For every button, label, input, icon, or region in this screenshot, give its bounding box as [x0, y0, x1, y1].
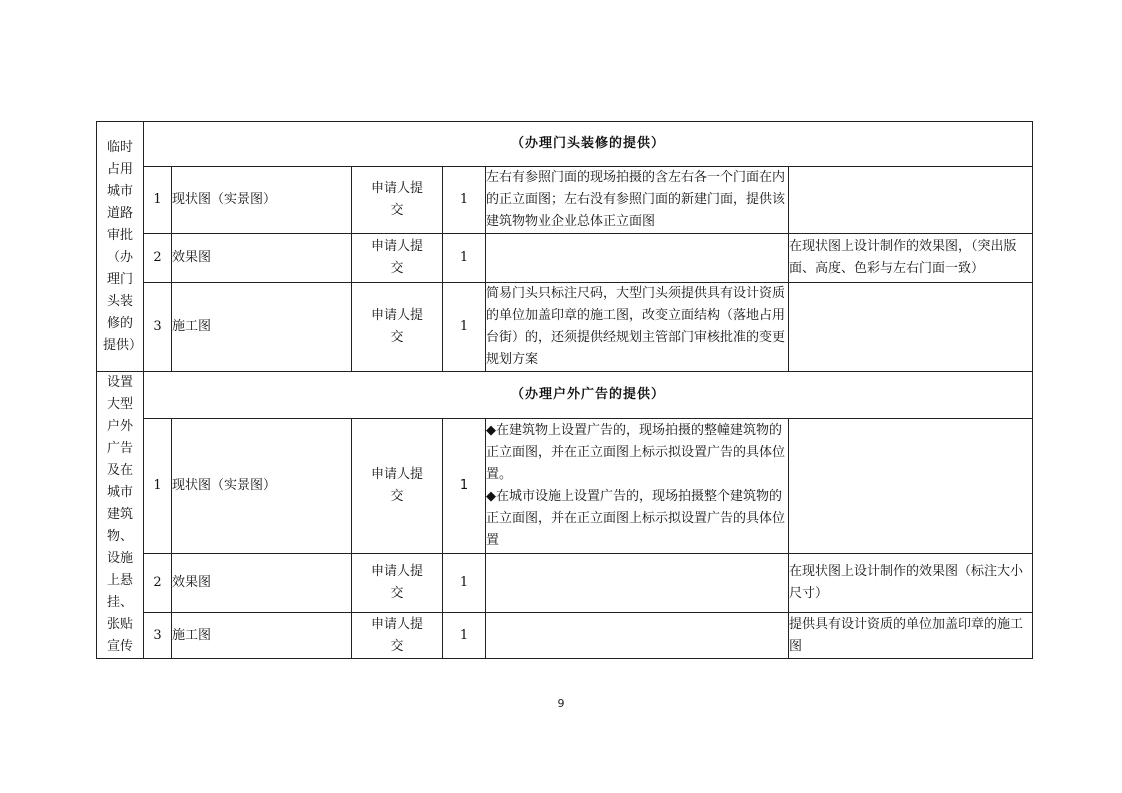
requirement-cell: 左右有参照门面的现场拍摄的含左右各一个门面在内的正立面图；左右没有参照门面的新建门面，提供该建筑物物业企业总体正立面图	[486, 167, 789, 234]
material-name: 效果图	[172, 234, 352, 283]
table-row	[97, 554, 1033, 613]
row-number: 1	[144, 167, 172, 234]
requirement-cell	[486, 418, 789, 553]
material-name: 现状图（实景图）	[172, 167, 352, 234]
row-number: 2	[144, 554, 172, 613]
note-cell	[789, 418, 1033, 553]
table-row	[97, 167, 1033, 234]
requirement-cell	[486, 554, 789, 613]
submitter-cell: 申请人提交	[352, 167, 443, 234]
submitter-cell: 申请人提交	[352, 554, 443, 613]
submitter-cell: 申请人提交	[352, 613, 443, 659]
copy-count: 1	[443, 283, 486, 372]
row-number: 1	[144, 418, 172, 553]
material-name: 施工图	[172, 613, 352, 659]
section-header-row	[97, 122, 1033, 167]
material-name: 施工图	[172, 283, 352, 372]
note-cell	[789, 283, 1033, 372]
row-number: 3	[144, 613, 172, 659]
material-name: 效果图	[172, 554, 352, 613]
submitter-cell: 申请人提交	[352, 418, 443, 553]
requirement-cell	[486, 613, 789, 659]
section-heading: （办理户外广告的提供）	[144, 372, 1033, 419]
table-row	[97, 418, 1033, 553]
section-header-row	[97, 372, 1033, 419]
requirement-line: ◆在建筑物上设置广告的，现场拍摄的整幢建筑物的正立面图，并在正立面图上标示拟设置广告的具体位置。	[486, 422, 786, 482]
note-cell	[789, 167, 1033, 234]
section-heading: （办理门头装修的提供）	[144, 122, 1033, 167]
table-row	[97, 234, 1033, 283]
requirements-table	[96, 121, 1033, 659]
copy-count: 1	[443, 167, 486, 234]
requirement-cell	[486, 234, 789, 283]
submitter-cell: 申请人提交	[352, 283, 443, 372]
submitter-cell: 申请人提交	[352, 234, 443, 283]
requirement-cell: 简易门头只标注尺码，大型门头须提供具有设计资质的单位加盖印章的施工图，改变立面结构（落地占用台街）的，还须提供经规划主管部门审核批准的变更规划方案	[486, 283, 789, 372]
material-name: 现状图（实景图）	[172, 418, 352, 553]
copy-count: 1	[443, 554, 486, 613]
note-cell: 提供具有设计资质的单位加盖印章的施工图	[789, 613, 1033, 659]
copy-count: 1	[443, 234, 486, 283]
copy-count: 1	[443, 418, 486, 553]
row-number: 2	[144, 234, 172, 283]
table-row	[97, 613, 1033, 659]
table-row	[97, 283, 1033, 372]
requirement-line: ◆在城市设施上设置广告的，现场拍摄整个建筑物的正立面图，并在正立面图上标示拟设置广告的具体位置	[486, 488, 786, 548]
note-cell: 在现状图上设计制作的效果图（标注大小尺寸）	[789, 554, 1033, 613]
note-cell: 在现状图上设计制作的效果图，（突出版面、高度、色彩与左右门面一致）	[789, 234, 1033, 283]
page-number: 9	[557, 697, 565, 710]
row-number: 3	[144, 283, 172, 372]
category-cell: 临时占用城市道路审批（办理门头装修的提供）	[97, 122, 144, 372]
category-cell: 设置大型户外广告及在城市建筑物、设施上悬挂、张贴宣传	[97, 372, 144, 659]
copy-count: 1	[443, 613, 486, 659]
